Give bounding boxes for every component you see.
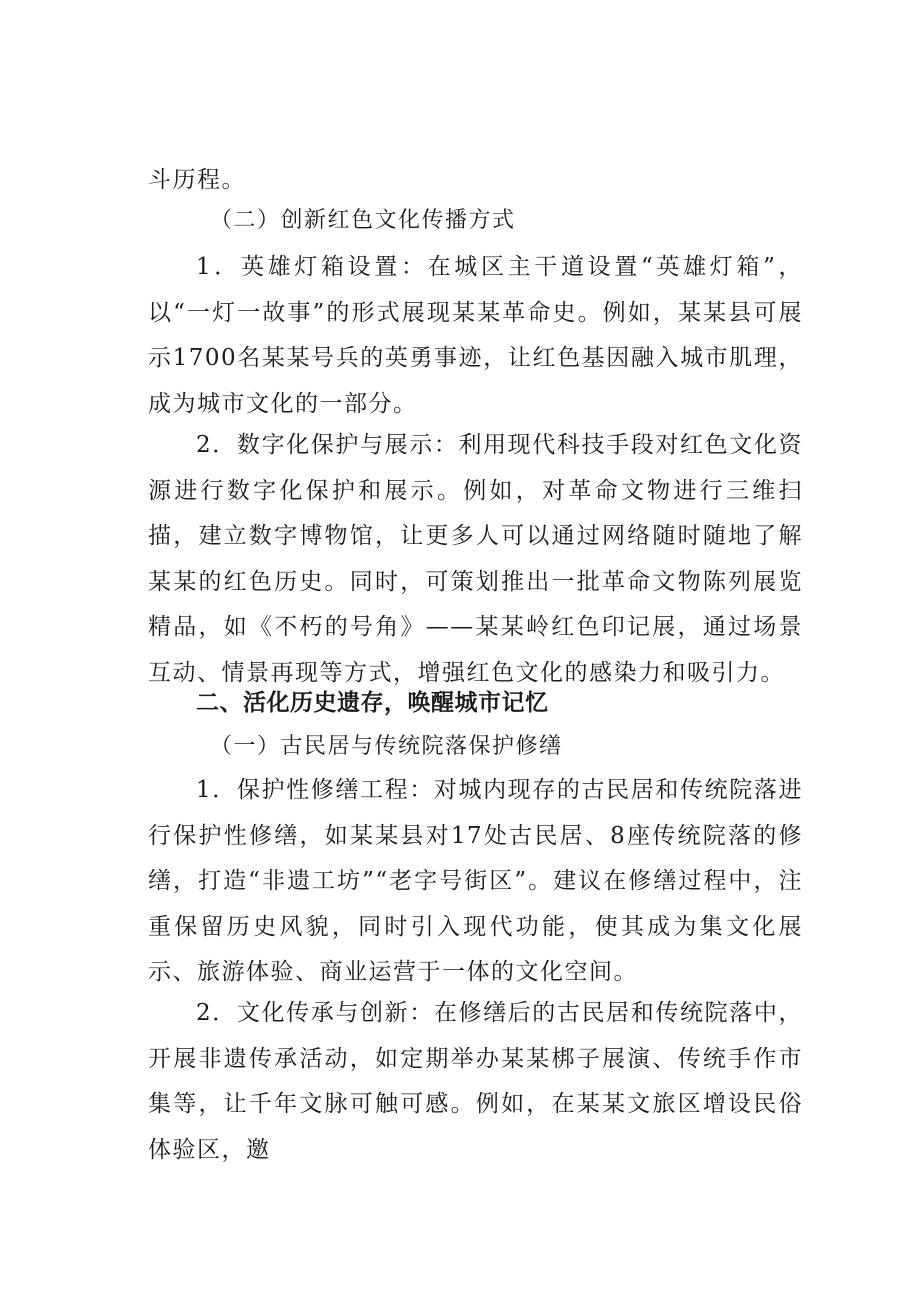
paragraph-continued: 斗历程。 — [148, 167, 246, 193]
paragraph-digital-protection: 2．数字化保护与展示：利用现代科技手段对红色文化资源进行数字化保护和展示。例如，对革命文物进行三维扫描，建立数字博物馆，让更多人可以通过网络随时随地了解某某的红色历史。同时，可策划推出一批革命文物陈列展览精品，如《不朽的号角》——某某岭红色印记展，通过场景互动、情景再现等方式，增强红色文化的感染力和吸引力。 — [148, 432, 803, 686]
subheading-old-residences: （一）古民居与传统院落保护修缮 — [210, 734, 563, 759]
section-heading-historical-heritage: 二、活化历史遗存，唤醒城市记忆 — [196, 690, 549, 716]
paragraph-culture-inheritance: 2．文化传承与创新：在修缮后的古民居和传统院落中，开展非遗传承活动，如定期举办某某梆子展演、传统手作市集等，让千年文脉可触可感。例如，在某某文旅区增设民俗体验区，邀 — [148, 1000, 803, 1163]
paragraph-hero-lightbox: 1．英雄灯箱设置：在城区主干道设置“英雄灯箱”，以“一灯一故事”的形式展现某某革命史。例如，某某县可展示1700名某某号兵的英勇事迹，让红色基因融入城市肌理，成为城市文化的一部分。 — [148, 254, 803, 417]
paragraph-protective-repair: 1．保护性修缮工程：对城内现存的古民居和传统院落进行保护性修缮，如某某县对17处古民居、8座传统院落的修缮，打造“非遗工坊”“老字号街区”。建议在修缮过程中，注重保留历史风貌，同时引入现代功能，使其成为集文化展示、旅游体验、商业运营于一体的文化空间。 — [148, 777, 803, 985]
subheading-innovate-red-culture: （二）创新红色文化传播方式 — [210, 208, 516, 233]
